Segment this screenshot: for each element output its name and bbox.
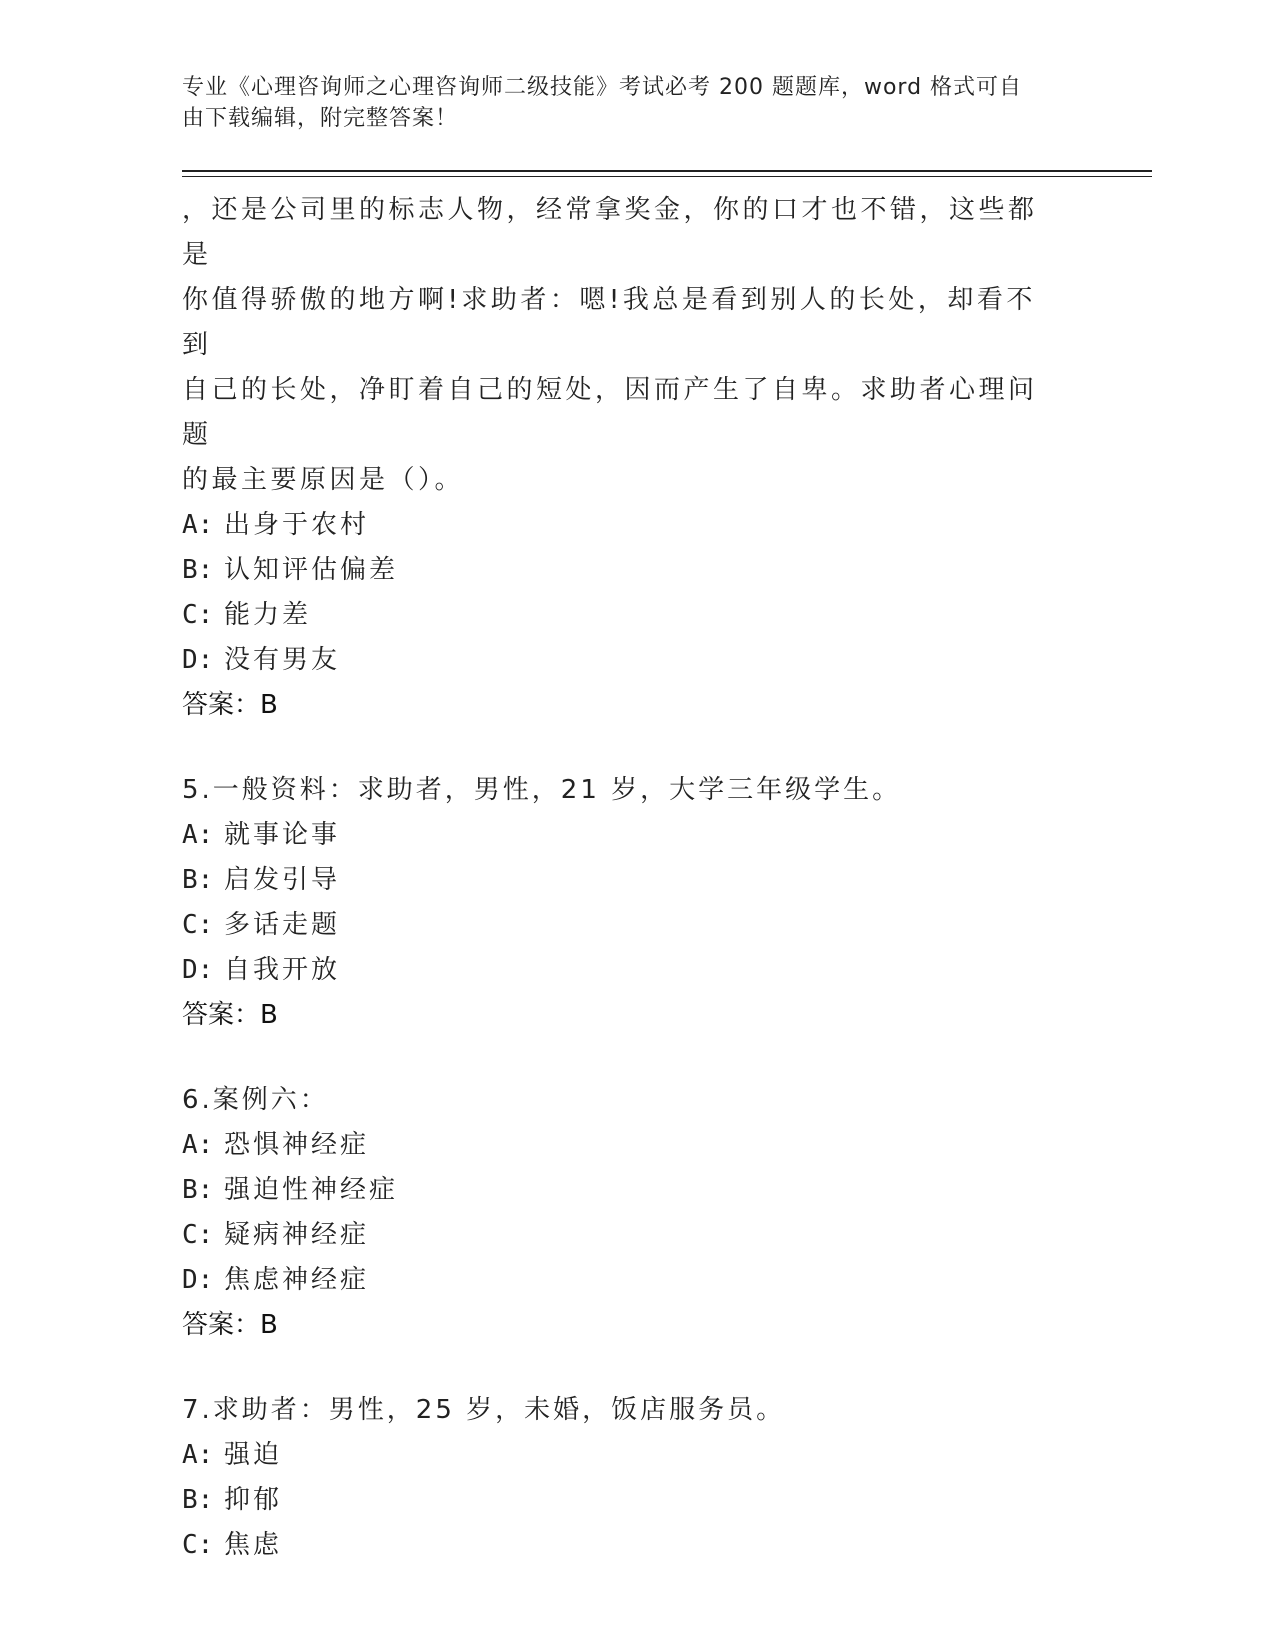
option-text: 认知评估偏差 [224, 555, 399, 585]
header-divider-thick [182, 170, 1152, 172]
option-key: D: [182, 645, 214, 675]
option-key: A: [182, 820, 214, 850]
option-c [182, 1213, 1062, 1258]
option-text: 没有男友 [224, 645, 341, 675]
question-text-line: ，还是公司里的标志人物，经常拿奖金，你的口才也不错，这些都是 [182, 195, 1038, 270]
answer-line: 答案：B [182, 690, 278, 720]
option-key: C: [182, 600, 214, 630]
option-a [182, 1433, 1062, 1478]
question-6 [182, 1078, 1062, 1348]
question-content [182, 188, 1062, 1568]
question-7 [182, 1388, 1062, 1568]
option-text: 焦虑神经症 [224, 1265, 370, 1295]
option-key: C: [182, 910, 214, 940]
option-text: 启发引导 [224, 865, 341, 895]
document-header [182, 72, 1042, 134]
answer-line: 答案：B [182, 1000, 278, 1030]
option-b [182, 548, 1062, 593]
option-b [182, 858, 1062, 903]
option-a [182, 1123, 1062, 1168]
option-key: A: [182, 510, 214, 540]
option-text: 抑郁 [224, 1485, 283, 1515]
option-key: A: [182, 1440, 214, 1470]
option-b [182, 1478, 1062, 1523]
option-text: 强迫性神经症 [224, 1175, 399, 1205]
header-divider-thin [182, 176, 1152, 177]
option-a [182, 813, 1062, 858]
option-text: 出身于农村 [224, 510, 370, 540]
option-key: D: [182, 1265, 214, 1295]
answer-line: 答案：B [182, 1310, 278, 1340]
question-title: 5.一般资料：求助者，男性，21 岁，大学三年级学生。 [182, 775, 902, 805]
question-title: 6.案例六： [182, 1085, 329, 1115]
question-4-continuation [182, 188, 1062, 728]
option-text: 焦虑 [224, 1530, 283, 1560]
option-d [182, 638, 1062, 683]
question-5 [182, 768, 1062, 1038]
option-text: 疑病神经症 [224, 1220, 370, 1250]
option-text: 能力差 [224, 600, 312, 630]
option-text: 自我开放 [224, 955, 341, 985]
option-key: A: [182, 1130, 214, 1160]
option-key: C: [182, 1530, 214, 1560]
option-d [182, 948, 1062, 993]
option-c [182, 1523, 1062, 1568]
option-key: B: [182, 1175, 214, 1205]
option-key: C: [182, 1220, 214, 1250]
question-text-line: 自己的长处，净盯着自己的短处，因而产生了自卑。求助者心理问题 [182, 375, 1038, 450]
option-b [182, 1168, 1062, 1213]
option-key: B: [182, 555, 214, 585]
option-key: D: [182, 955, 214, 985]
option-key: B: [182, 1485, 214, 1515]
question-title: 7.求助者：男性，25 岁，未婚，饭店服务员。 [182, 1395, 786, 1425]
option-text: 恐惧神经症 [224, 1130, 370, 1160]
option-key: B: [182, 865, 214, 895]
header-line-1: 专业《心理咨询师之心理咨询师二级技能》考试必考 200 题题库，word 格式可自 [182, 75, 1023, 100]
option-c [182, 593, 1062, 638]
header-line-2: 由下载编辑，附完整答案！ [182, 106, 459, 131]
option-text: 就事论事 [224, 820, 341, 850]
option-c [182, 903, 1062, 948]
option-d [182, 1258, 1062, 1303]
question-text-line: 的最主要原因是（）。 [182, 465, 465, 495]
question-text-line: 你值得骄傲的地方啊!求助者：嗯!我总是看到别人的长处，却看不到 [182, 285, 1036, 360]
option-text: 强迫 [224, 1440, 283, 1470]
option-text: 多话走题 [224, 910, 341, 940]
option-a [182, 503, 1062, 548]
